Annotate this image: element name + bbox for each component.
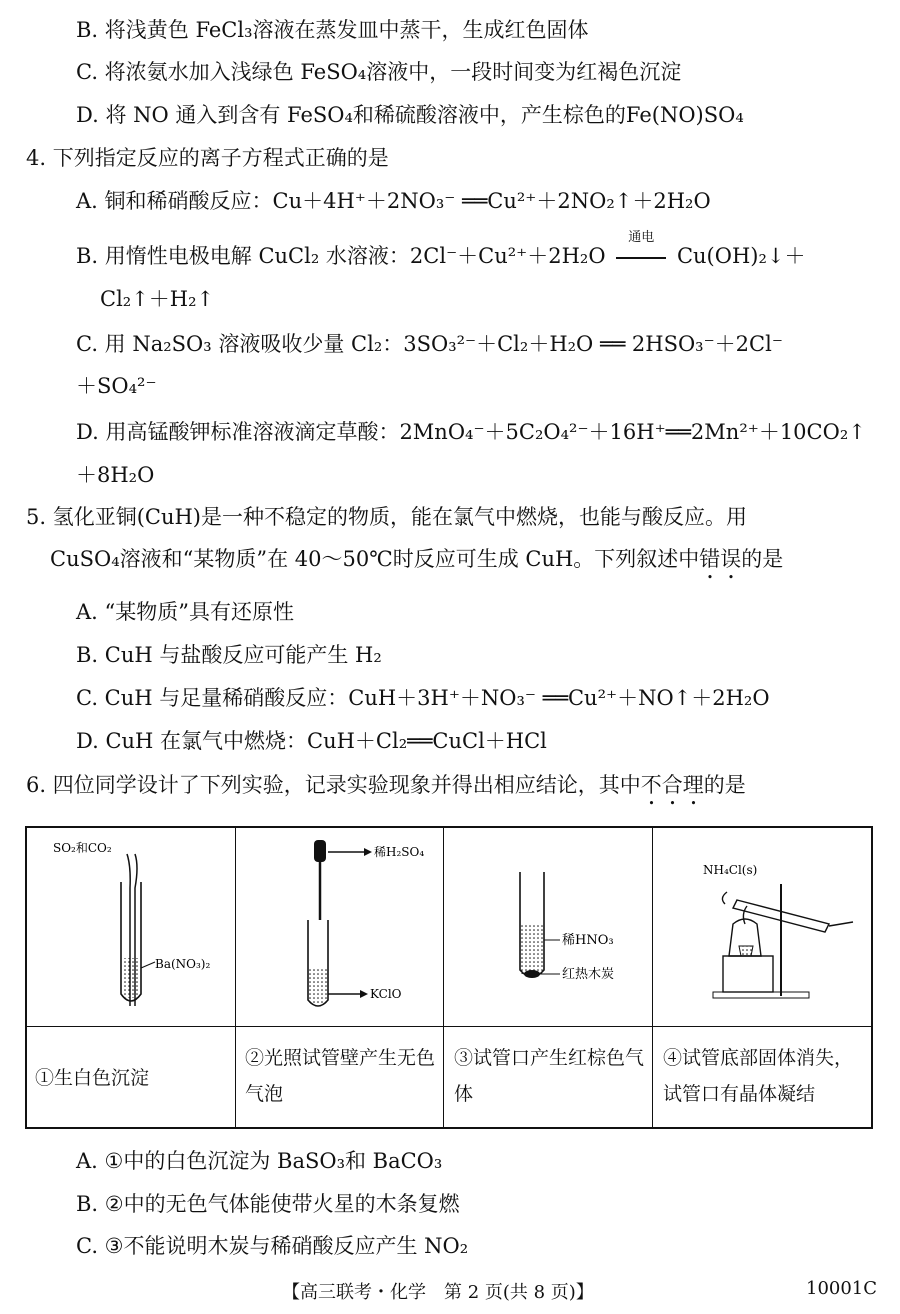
charcoal	[524, 970, 540, 978]
q6-stem	[26, 771, 746, 810]
experiment-2-diagram	[236, 828, 444, 1026]
q4-option-b	[76, 230, 806, 270]
lamp-stand-block	[723, 956, 773, 992]
footer-code: 10001C	[806, 1278, 878, 1299]
experiment-3-diagram	[444, 828, 652, 1026]
column-divider-3b	[652, 1026, 653, 1127]
flame	[743, 906, 747, 924]
q4-stem: 4. 下列指定反应的离子方程式正确的是	[26, 146, 389, 170]
observation-2: ②光照试管壁产生无色气泡	[245, 1047, 436, 1105]
q4-option-b-part2: Cu(OH)₂↓＋	[676, 244, 806, 268]
q4-option-a: A. 铜和稀硝酸反应：Cu＋4H⁺＋2NO₃⁻ ══Cu²⁺＋2NO₂↑＋2H₂O	[76, 189, 711, 213]
q4-option-b-cont: Cl₂↑＋H₂↑	[100, 287, 215, 311]
dropper-bulb	[314, 840, 326, 862]
solution-fill	[309, 968, 327, 1004]
q6-emphasis-word: 不合理	[640, 773, 704, 797]
q4-option-b-part1: B. 用惰性电极电解 CuCl₂ 水溶液：2Cl⁻＋Cu²⁺＋2H₂O	[76, 244, 606, 268]
d2-solution-label: KClO	[370, 987, 402, 1001]
observation-1: ①生白色沉淀	[35, 1067, 150, 1089]
q3-option-b: B. 将浅黄色 FeCl₃溶液在蒸发皿中蒸干，生成红色固体	[76, 18, 589, 42]
equals-double-line	[616, 257, 666, 259]
diagram-row	[27, 828, 871, 1027]
q5-stem-part-c: 的是	[741, 547, 784, 571]
q4-option-c: C. 用 Na₂SO₃ 溶液吸收少量 Cl₂：3SO₃²⁻＋Cl₂＋H₂O ══ 2HSO₃⁻＋2Cl⁻	[76, 332, 783, 356]
arrow-head-2	[360, 990, 368, 998]
d3-solid-label: 红热木炭	[562, 967, 615, 982]
clamp	[722, 892, 727, 904]
q5-option-c: C. CuH 与足量稀硝酸反应：CuH＋3H⁺＋NO₃⁻ ══Cu²⁺＋NO↑＋2H₂O	[76, 686, 770, 710]
stand-base	[713, 992, 809, 998]
electrolysis-arrow	[612, 230, 670, 270]
q3-option-d: D. 将 NO 通入到含有 FeSO₄和稀硫酸溶液中，产生棕色的Fe(NO)SO₄	[76, 103, 744, 127]
q6-option-b: B. ②中的无色气体能使带火星的木条复燃	[76, 1192, 460, 1216]
column-divider-2b	[443, 1026, 444, 1127]
experiment-1-diagram	[27, 828, 235, 1026]
d1-gas-label: SO₂和CO₂	[53, 841, 112, 855]
q6-option-c: C. ③不能说明木炭与稀硝酸反应产生 NO₂	[76, 1234, 469, 1258]
q6-option-a: A. ①中的白色沉淀为 BaSO₃和 BaCO₃	[76, 1149, 443, 1173]
q6-stem-part-a: 6. 四位同学设计了下列实验，记录实验现象并得出相应结论，其中	[26, 773, 641, 797]
d2-acid-label: 稀H₂SO₄	[374, 845, 425, 859]
delivery-tube	[829, 922, 853, 926]
q5-stem-line1: 5. 氢化亚铜(CuH)是一种不稳定的物质，能在氯气中燃烧，也能与酸反应。用	[26, 505, 748, 529]
lamp-fuel	[739, 946, 753, 956]
d3-acid-label: 稀HNO₃	[562, 933, 614, 948]
acid-fill	[521, 924, 543, 974]
q5-option-b: B. CuH 与盐酸反应可能产生 H₂	[76, 643, 382, 667]
q5-option-a: A. “某物质”具有还原性	[76, 600, 294, 624]
d1-solution-label: Ba(NO₃)₂	[155, 957, 211, 971]
q3-option-c: C. 将浓氨水加入浅绿色 FeSO₄溶液中，一段时间变为红褐色沉淀	[76, 60, 682, 84]
q5-stem-part-a: CuSO₄溶液和“某物质”在 40～50℃时反应可生成 CuH。下列叙述中	[50, 547, 700, 571]
experiment-4-diagram	[653, 828, 873, 1026]
arrow-head	[364, 848, 372, 856]
footer-page-info: 【高三联考・化学 第 2 页(共 8 页)】	[282, 1282, 594, 1303]
q5-emphasis-word: 错误	[699, 547, 742, 571]
label-leader-line	[141, 962, 155, 968]
q5-stem-line2	[50, 545, 783, 584]
q5-option-d: D. CuH 在氯气中燃烧：CuH＋Cl₂══CuCl＋HCl	[76, 729, 547, 753]
column-divider-1b	[235, 1026, 236, 1127]
electrolysis-condition: 通电	[628, 230, 655, 245]
d4-solid-label: NH₄Cl(s)	[703, 863, 758, 877]
experiment-table	[25, 826, 873, 1129]
q4-option-d-cont: ＋8H₂O	[76, 463, 155, 487]
q4-option-c-cont: ＋SO₄²⁻	[76, 374, 157, 398]
observation-3: ③试管口产生红棕色气体	[454, 1047, 645, 1105]
q4-option-d: D. 用高锰酸钾标准溶液滴定草酸：2MnO₄⁻＋5C₂O₄²⁻＋16H⁺══2Mn²⁺＋10CO₂↑	[76, 420, 866, 444]
observation-4: ④试管底部固体消失，试管口有晶体凝结	[663, 1047, 854, 1105]
solution-fill	[122, 958, 140, 998]
q6-stem-part-c: 的是	[703, 773, 746, 797]
